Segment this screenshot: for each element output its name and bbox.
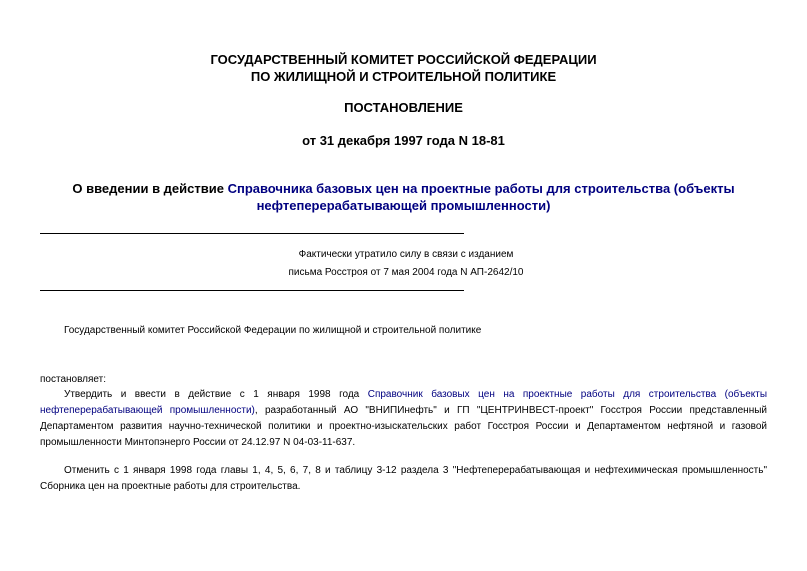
resolves-text: постановляет:	[40, 374, 107, 385]
bottom-divider	[40, 290, 464, 291]
subject-prefix: О введении в действие	[72, 181, 228, 196]
paragraph-cancel: Отменить с 1 января 1998 года главы 1, 4, 5, 6, 7, 8 и таблицу 3-12 раздела 3 "Нефтеперерабатывающая и нефтехимическая промышленность" Сборника цен на проектные работы для строительства.	[40, 465, 767, 492]
org-name	[0, 51, 807, 85]
org-name-line2: ПО ЖИЛИЩНОЙ И СТРОИТЕЛЬНОЙ ПОЛИТИКЕ	[250, 69, 557, 84]
p1-after: , разработанный АО "ВНИПИнефть" и ГП "ЦЕНТРИНВЕСТ-проект" Госстроя России представленный Департаментом развития научно-технической политики и проектно-изыскательских работ Госстроя России и Департаментом нефтяной и газовой промышленности Минтопэнерго России от 24.12.97 N 04-03-11-637.	[40, 405, 767, 448]
subject-link-part1[interactable]: Справочника базовых цен на проектные работы для строительства (объекты	[227, 181, 735, 196]
paragraph-approve	[40, 387, 767, 451]
p1-before: Утвердить и ввести в действие с 1 января 1998 года	[64, 389, 368, 400]
subject-link-part2[interactable]: нефтеперерабатывающей промышленности)	[256, 198, 551, 213]
issuer-text: Государственный комитет Российской Федерации по жилищной и строительной политике	[64, 325, 482, 336]
doc-date-number: от 31 декабря 1997 года N 18-81	[302, 133, 505, 148]
doc-subject-line1	[0, 180, 807, 197]
p1-reference-link[interactable]: Справочник базовых цен на проектные работы для строительства (объекты нефтеперерабатывающей промышленности)	[40, 389, 768, 416]
top-divider	[40, 233, 464, 234]
doc-subject	[0, 180, 807, 214]
status-note-line2: письма Росстроя от 7 мая 2004 года N АП-2642/10	[288, 267, 524, 278]
doc-type: ПОСТАНОВЛЕНИЕ	[344, 100, 463, 115]
org-name-line1: ГОСУДАРСТВЕННЫЙ КОМИТЕТ РОССИЙСКОЙ ФЕДЕРАЦИИ	[210, 52, 597, 67]
status-note-line1: Фактически утратило силу в связи с изданием	[298, 249, 514, 260]
status-note	[253, 246, 559, 282]
